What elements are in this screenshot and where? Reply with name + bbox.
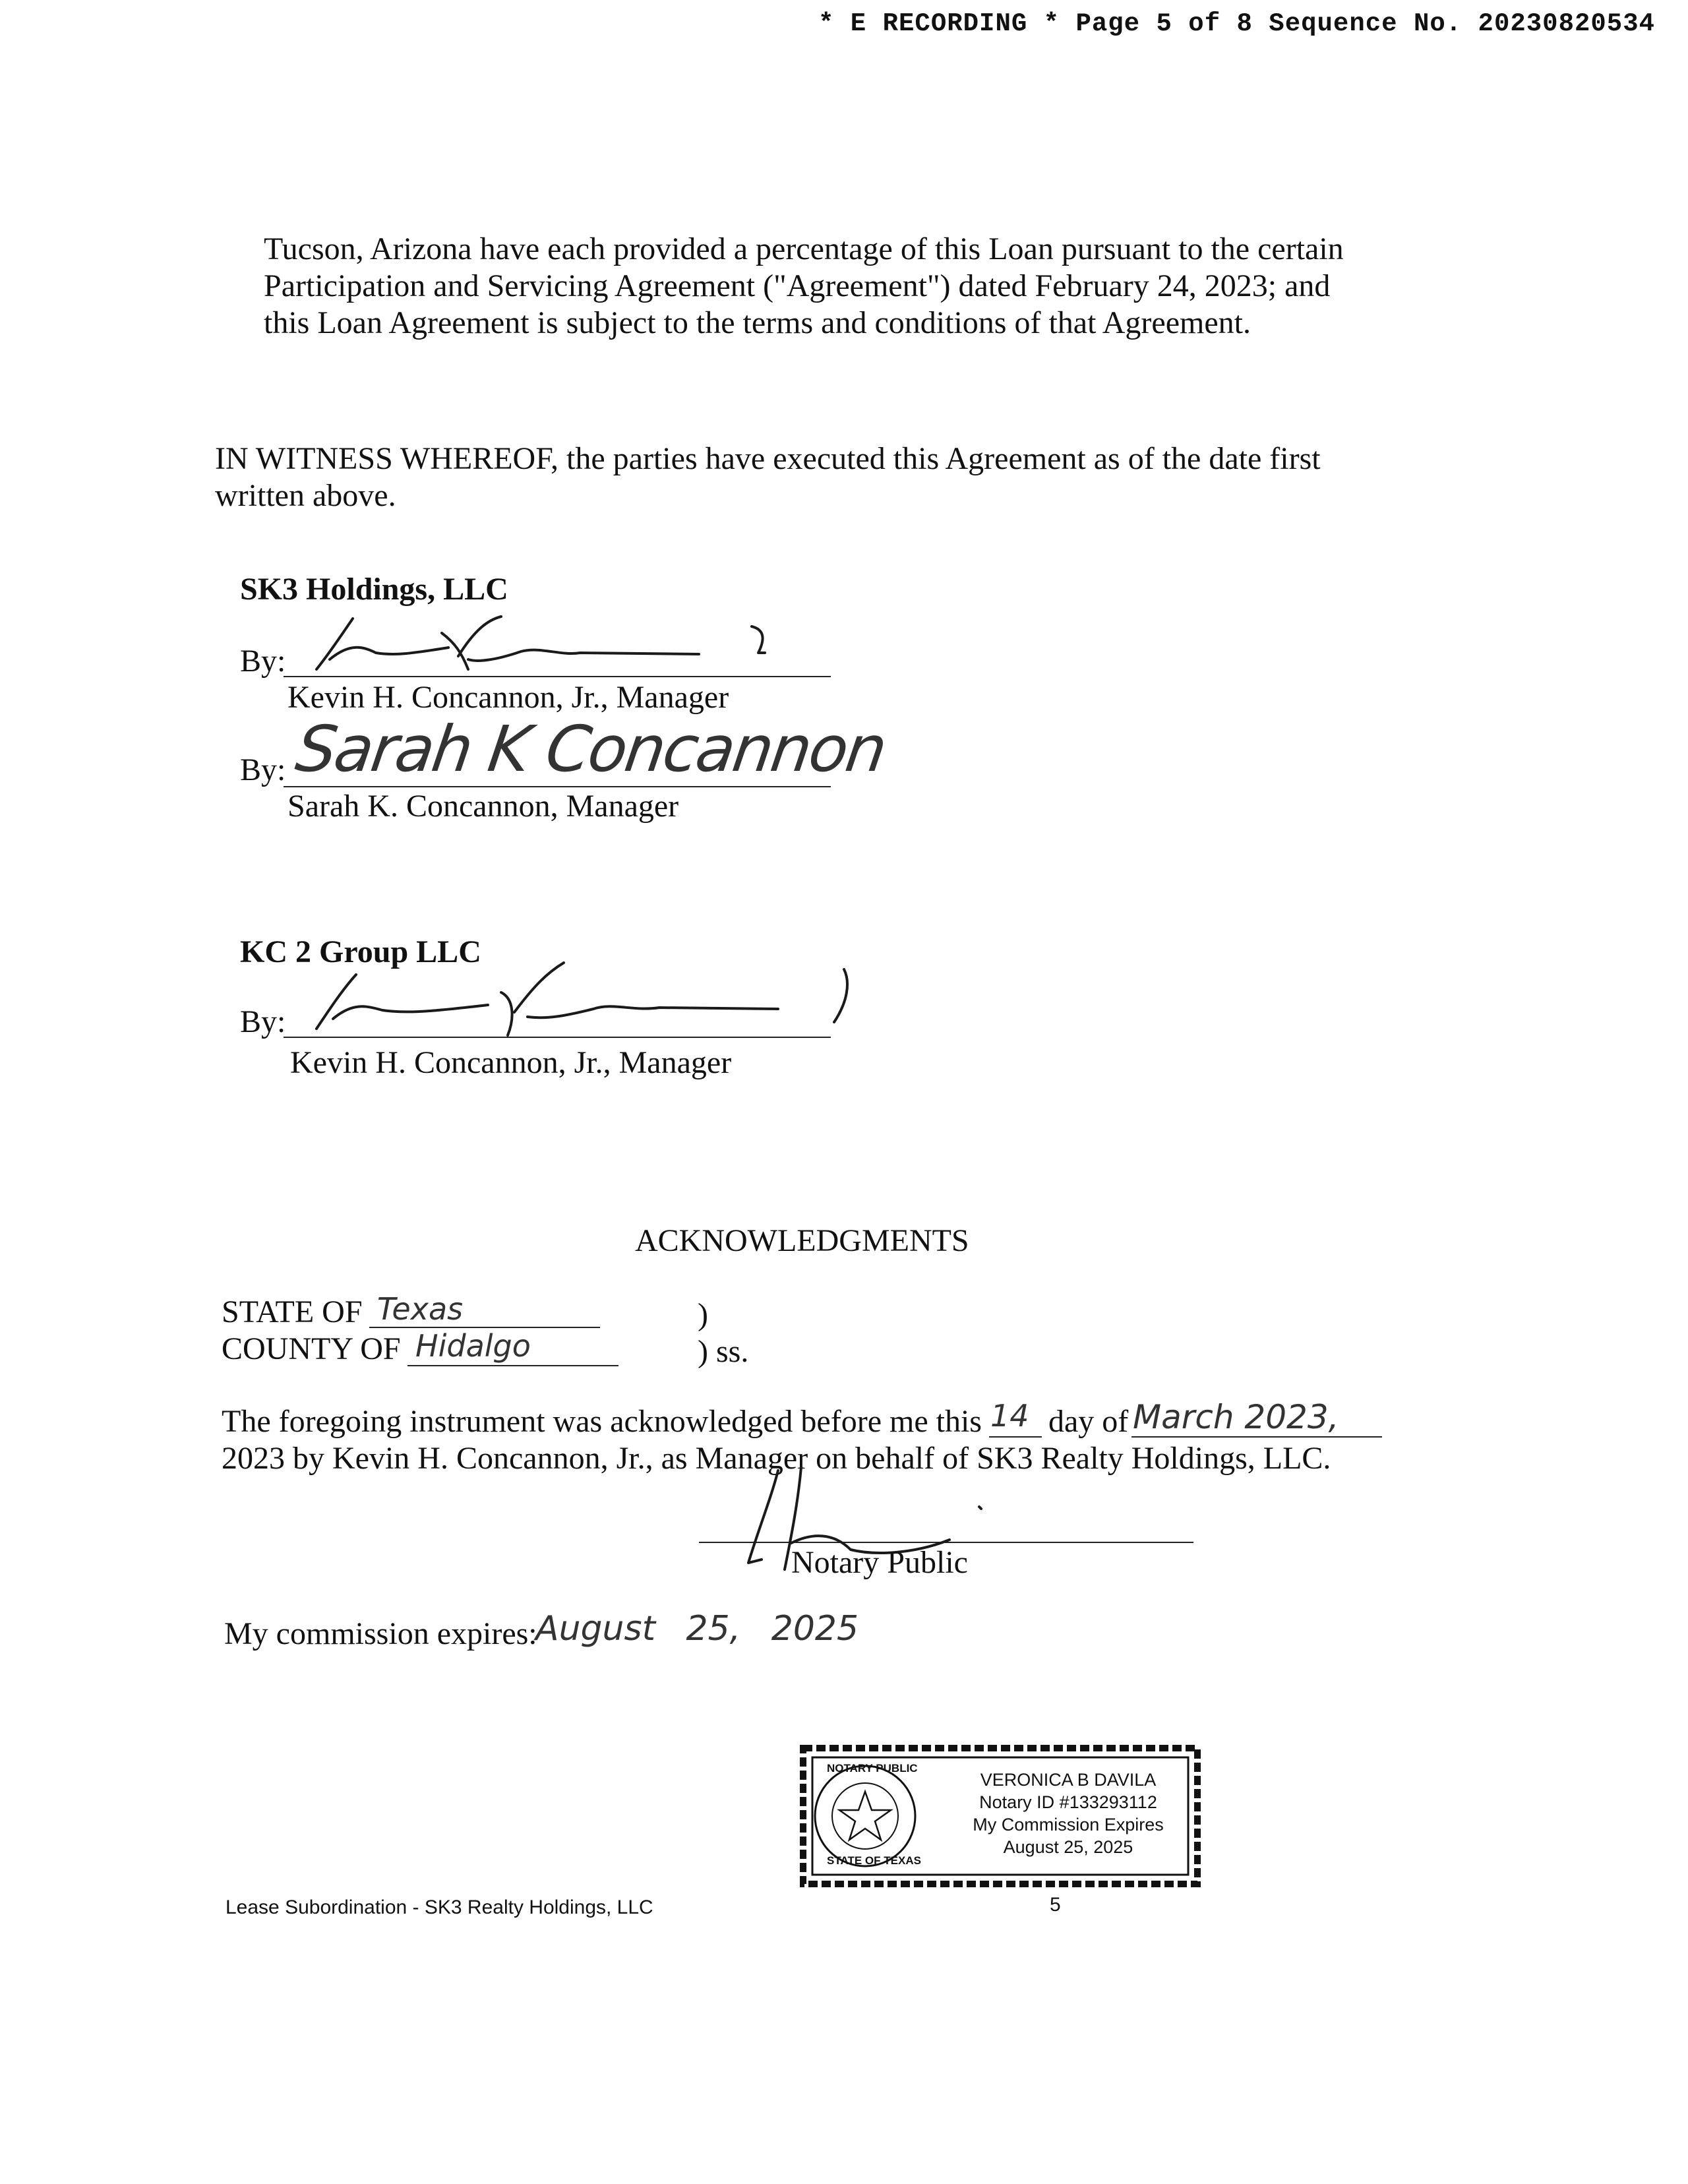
witness-line: written above. bbox=[215, 478, 396, 513]
footer-left: Lease Subordination - SK3 Realty Holdings, LLC bbox=[226, 1896, 653, 1918]
seal-text-bottom: STATE OF TEXAS bbox=[827, 1854, 921, 1867]
county-label: COUNTY OF bbox=[222, 1331, 401, 1366]
state-paren: ) bbox=[698, 1297, 708, 1332]
ack-line2: 2023 by Kevin H. Concannon, Jr., as Manager on behalf of SK3 Realty Holdings, LLC. bbox=[222, 1441, 1331, 1476]
state-label: STATE OF bbox=[222, 1294, 363, 1329]
stamp-id: Notary ID #133293112 bbox=[979, 1792, 1157, 1812]
party2-name: KC 2 Group LLC bbox=[240, 934, 481, 969]
party1-name: SK3 Holdings, LLC bbox=[240, 572, 508, 607]
ack-text-part2: day of bbox=[1048, 1404, 1129, 1439]
page-number: 5 bbox=[1050, 1894, 1061, 1916]
seal-text-top: NOTARY PUBLIC bbox=[827, 1762, 918, 1774]
county-line bbox=[407, 1365, 618, 1366]
date-line bbox=[1131, 1436, 1382, 1438]
witness-paragraph bbox=[215, 440, 1321, 514]
party2-by-label: By: bbox=[240, 1004, 286, 1039]
sarah-signature: Sarah K Concannon bbox=[291, 712, 890, 786]
notary-public-label: Notary Public bbox=[791, 1545, 968, 1580]
state-value: Texas bbox=[377, 1291, 464, 1327]
party1-signer2: Sarah K. Concannon, Manager bbox=[287, 789, 679, 824]
signature-line bbox=[284, 786, 831, 787]
stamp-name: VERONICA B DAVILA bbox=[980, 1770, 1157, 1790]
body-line: Participation and Servicing Agreement ("Agreement") dated February 24, 2023; and bbox=[264, 268, 1331, 303]
commission-value: August 25, 2025 bbox=[535, 1609, 859, 1649]
kevin-signature-1 bbox=[303, 607, 818, 686]
party1-by-label-1: By: bbox=[240, 644, 286, 679]
recording-header: * E RECORDING * Page 5 of 8 Sequence No. 20230820534 bbox=[818, 9, 1655, 38]
stamp-expires-label: My Commission Expires bbox=[973, 1815, 1164, 1835]
day-line bbox=[989, 1436, 1042, 1438]
body-paragraph bbox=[264, 231, 1344, 342]
ack-day-value: 14 bbox=[990, 1398, 1029, 1434]
county-value: Hidalgo bbox=[415, 1328, 531, 1364]
ss-label: ) ss. bbox=[698, 1334, 749, 1369]
party2-signer1: Kevin H. Concannon, Jr., Manager bbox=[290, 1045, 732, 1080]
commission-label: My commission expires: bbox=[224, 1616, 537, 1651]
kevin-signature-2 bbox=[303, 956, 857, 1042]
ack-date-value: March 2023, bbox=[1133, 1398, 1339, 1436]
notary-stamp-text bbox=[936, 1769, 1200, 1858]
acknowledgments-heading: ACKNOWLEDGMENTS bbox=[635, 1223, 969, 1258]
stamp-expires-date: August 25, 2025 bbox=[1003, 1837, 1133, 1857]
body-line: this Loan Agreement is subject to the terms and conditions of that Agreement. bbox=[264, 305, 1251, 340]
party1-by-label-2: By: bbox=[240, 752, 286, 787]
body-line: Tucson, Arizona have each provided a percentage of this Loan pursuant to the certain bbox=[264, 231, 1344, 266]
witness-line: IN WITNESS WHEREOF, the parties have executed this Agreement as of the date first bbox=[215, 441, 1321, 476]
ack-text-part1: The foregoing instrument was acknowledged before me this bbox=[222, 1404, 982, 1439]
party1-signer1: Kevin H. Concannon, Jr., Manager bbox=[287, 680, 729, 715]
